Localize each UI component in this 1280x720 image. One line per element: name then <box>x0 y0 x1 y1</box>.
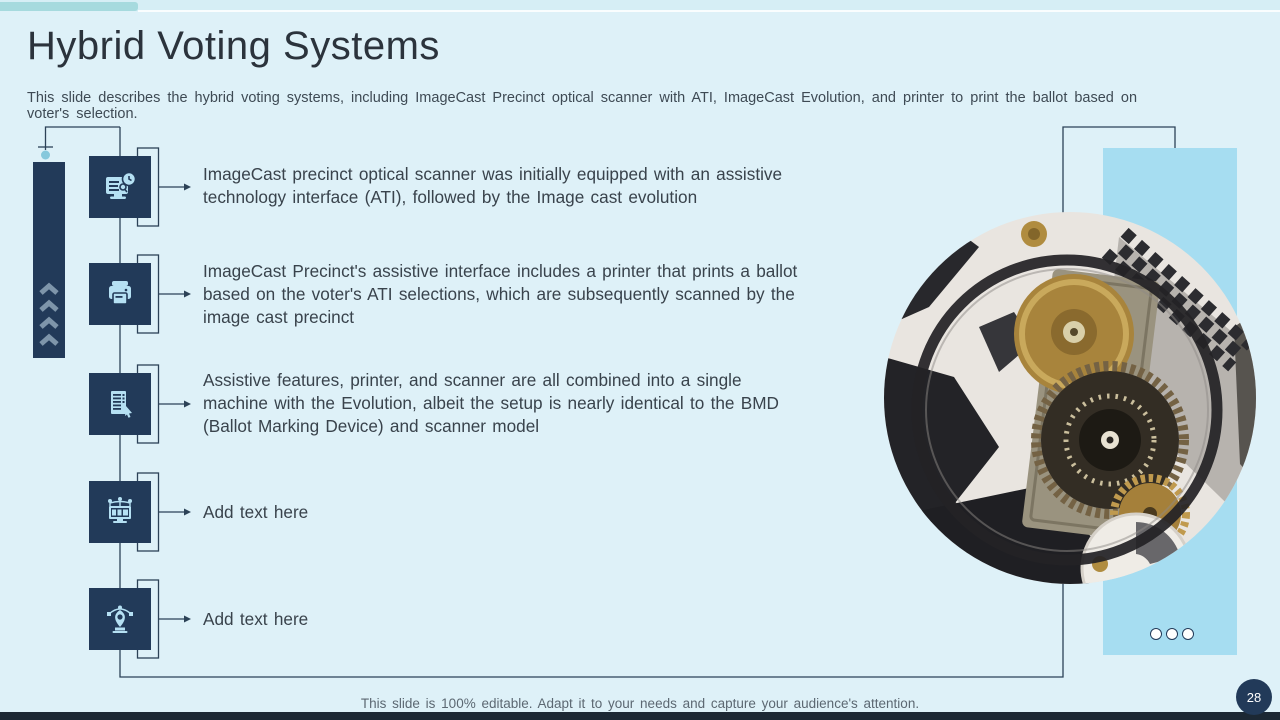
step-icon-box-4 <box>89 481 151 543</box>
footer-note: This slide is 100% editable. Adapt it to your needs and capture your audience's attention. <box>360 696 920 711</box>
network-monitor-icon <box>102 494 138 530</box>
bottom-bar <box>0 712 1280 720</box>
step-icon-box-5 <box>89 588 151 650</box>
step-text-1: ImageCast precinct optical scanner was initially equipped with an assistive technology interface (ATI), followed by the Image cast evolution <box>203 164 783 207</box>
nav-dot[interactable] <box>1150 628 1162 640</box>
step-text-placeholder-5[interactable]: Add text here <box>203 609 309 629</box>
chevron-up-icon <box>37 299 61 312</box>
ballot-list-icon <box>102 386 138 422</box>
page-subtitle: This slide describes the hybrid voting systems, including ImageCast Precinct optical scanner with ATI, ImageCast Evolution, and printer to print the ballot based on voter's selection. <box>27 90 1138 122</box>
step-text-placeholder-4[interactable]: Add text here <box>203 502 309 522</box>
step-text-2: ImageCast Precinct's assistive interface includes a printer that prints a ballot based on the voter's ATI selections, which are subsequently scanned by the image cast precinct <box>203 261 798 327</box>
gears-magnifier-photo <box>884 212 1256 584</box>
printer-icon <box>102 276 138 312</box>
step-text-3: Assistive features, printer, and scanner are all combined into a single machine with the Evolution, albeit the setup is nearly identical to the BMD (Ballot Marking Device) and scanner model <box>203 370 779 436</box>
step-icon-box-2 <box>89 263 151 325</box>
nav-dot[interactable] <box>1166 628 1178 640</box>
pen-tool-icon <box>102 601 138 637</box>
nav-dots[interactable] <box>1150 628 1194 640</box>
step-icon-box-1 <box>89 156 151 218</box>
monitor-scan-clock-icon <box>102 169 138 205</box>
nav-dot[interactable] <box>1182 628 1194 640</box>
step-icon-box-3 <box>89 373 151 435</box>
chevron-up-icon <box>37 282 61 295</box>
page-title: Hybrid Voting Systems <box>27 24 440 68</box>
chevron-bar <box>33 162 65 358</box>
chevron-up-icon <box>37 333 61 346</box>
line-start-dot <box>41 151 50 160</box>
page-number-badge: 28 <box>1236 679 1272 715</box>
chevron-up-icon <box>37 316 61 329</box>
